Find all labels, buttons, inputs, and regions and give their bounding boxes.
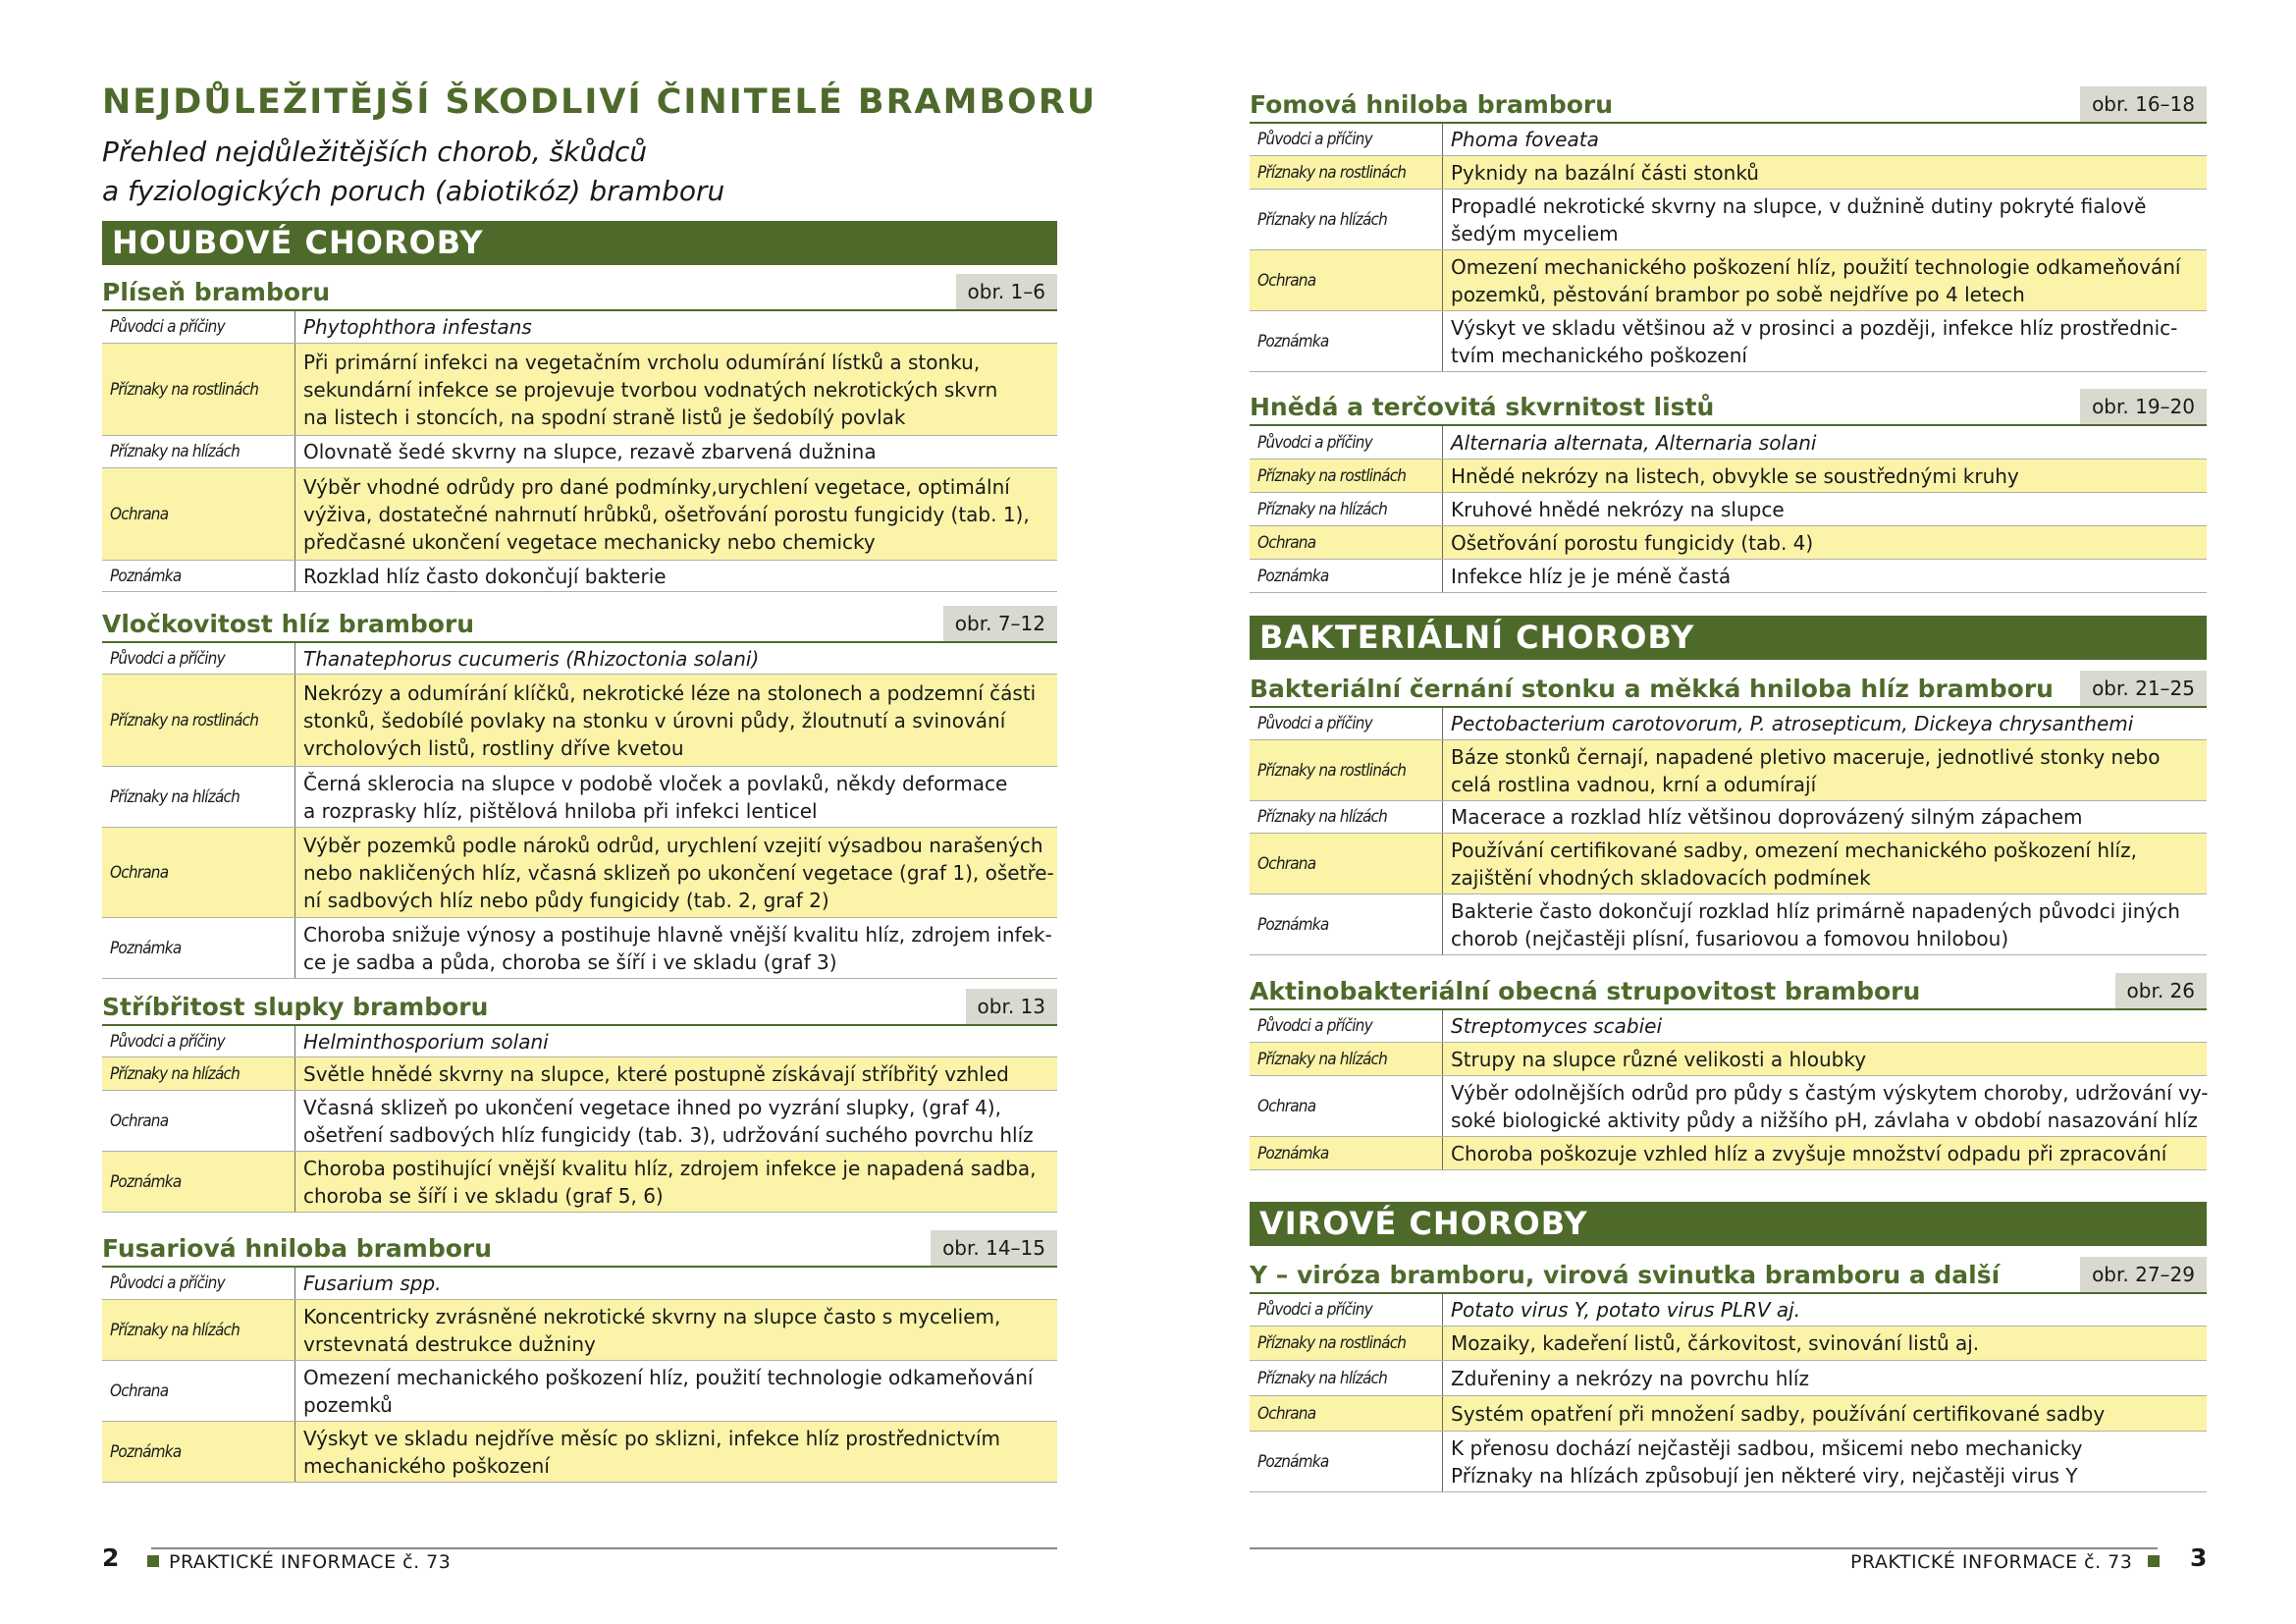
row-text: [1443, 708, 2207, 739]
text-line: Koncentricky zvrásněné nekrotické skvrny na slupce často s myceliem,: [303, 1304, 1001, 1328]
table-row: [1250, 426, 2207, 460]
page-number: 2: [102, 1543, 120, 1572]
table-row: [1250, 1432, 2207, 1492]
row-label: Ochrana: [102, 1361, 295, 1421]
category-viral: VIROVÉ CHOROBY: [1250, 1202, 2207, 1246]
row-label: Příznaky na hlízách: [102, 436, 295, 467]
section-header: [1250, 969, 2207, 1010]
row-text: [1443, 1396, 2207, 1431]
row-label: Příznaky na rostlinách: [1250, 460, 1443, 492]
row-text: [295, 1422, 1057, 1482]
row-text: [295, 561, 1057, 591]
table-row: [1250, 1076, 2207, 1137]
table-row: [1250, 1043, 2207, 1076]
row-text: [1443, 1043, 2207, 1075]
text-line: Infekce hlíz je je méně častá: [1451, 564, 1732, 588]
figure-reference-badge: obr. 7–12: [943, 606, 1057, 641]
row-text: [295, 918, 1058, 978]
section-card: [1250, 1253, 2207, 1492]
text-line: Příznaky na hlízách způsobují jen některé viry, nejčastěji virus Y: [1451, 1463, 2078, 1488]
text-line: Mozaiky, kadeření listů, čárkovitost, svinování listů aj.: [1451, 1331, 1980, 1355]
table-row: [102, 1057, 1057, 1091]
table-row: [1250, 834, 2207, 894]
table-row: [1250, 1396, 2207, 1432]
text-line: Výběr odolnějších odrůd pro půdy s častým výskytem choroby, udržování vy-: [1451, 1080, 2209, 1105]
text-line: pozemků: [303, 1392, 393, 1417]
row-label: Poznámka: [1250, 1432, 1443, 1491]
table-row: [102, 1422, 1057, 1483]
section-title: Vločkovitost hlíz bramboru: [102, 610, 475, 638]
row-label: Příznaky na rostlinách: [102, 344, 295, 435]
row-label: Původci a příčiny: [102, 643, 295, 674]
row-text: [295, 1152, 1057, 1212]
table-row: [1250, 1361, 2207, 1396]
text-line: Omezení mechanického poškození hlíz, použití technologie odkameňování: [303, 1365, 1034, 1389]
row-text: [1443, 426, 2207, 459]
text-line: Fusarium spp.: [303, 1272, 442, 1295]
info-table: [102, 1268, 1057, 1483]
table-row: [1250, 156, 2207, 189]
footer-text: PRAKTICKÉ INFORMACE č. 73: [169, 1551, 452, 1573]
footer-rule: [151, 1547, 1057, 1549]
row-label: Původci a příčiny: [1250, 1010, 1443, 1042]
table-row: [102, 561, 1057, 592]
section-header: [1250, 667, 2207, 708]
footer-square-icon: [147, 1555, 159, 1567]
row-text: [295, 767, 1057, 827]
row-label: Poznámka: [1250, 560, 1443, 592]
row-label: Ochrana: [1250, 526, 1443, 559]
row-label: Původci a příčiny: [1250, 1294, 1443, 1326]
row-text: [295, 344, 1057, 435]
table-row: [102, 918, 1057, 979]
row-text: [295, 643, 1057, 674]
row-text: [295, 436, 1057, 467]
row-label: Ochrana: [1250, 834, 1443, 893]
section-title: Aktinobakteriální obecná strupovitost bramboru: [1250, 977, 1921, 1005]
section-card: [102, 270, 1057, 592]
text-line: K přenosu dochází nejčastěji sadbou, mšicemi nebo mechanicky: [1451, 1435, 2083, 1460]
row-text: [1443, 1361, 2207, 1395]
table-row: [102, 643, 1057, 675]
row-label: Příznaky na hlízách: [1250, 189, 1443, 249]
table-row: [102, 828, 1057, 918]
table-row: [1250, 1137, 2207, 1170]
table-row: [1250, 124, 2207, 156]
text-line: a rozprasky hlíz, pištělová hniloba při infekci lenticel: [303, 798, 818, 823]
section-title: Y – viróza bramboru, virová svinutka bramboru a další: [1250, 1261, 2001, 1289]
text-line: Pyknidy na bazální části stonků: [1451, 160, 1759, 185]
row-text: [295, 1057, 1057, 1090]
row-text: [1443, 460, 2207, 492]
table-row: [1250, 801, 2207, 834]
text-line: celá rostlina vadnou, krní a odumírají: [1451, 772, 1817, 796]
text-line: Phoma foveata: [1451, 128, 1599, 151]
table-row: [102, 1026, 1057, 1057]
info-table: [1250, 708, 2207, 955]
row-label: Ochrana: [1250, 1396, 1443, 1431]
subtitle-line-2: a fyziologických poruch (abiotikóz) bramboru: [102, 175, 725, 207]
row-label: Příznaky na hlízách: [102, 767, 295, 827]
text-line: Alternaria alternata, Alternaria solani: [1451, 430, 1817, 455]
figure-reference-badge: obr. 27–29: [2080, 1257, 2207, 1292]
row-text: [1443, 1010, 2207, 1042]
section-card: [102, 1226, 1057, 1483]
row-text: [1443, 189, 2207, 249]
text-line: Báze stonků černají, napadené pletivo maceruje, jednotlivé stonky nebo: [1451, 744, 2161, 769]
text-line: Ošetřování porostu fungicidy (tab. 4): [1451, 530, 1814, 555]
section-header: [102, 270, 1057, 311]
row-text: [1443, 1294, 2207, 1326]
section-card: [1250, 969, 2207, 1170]
table-row: [102, 1300, 1057, 1361]
row-text: [1443, 156, 2207, 189]
row-text: [1443, 1432, 2207, 1491]
text-line: Hnědé nekrózy na listech, obvykle se soustřednými kruhy: [1451, 463, 2019, 488]
text-line: Včasná sklizeň po ukončení vegetace ihned po vyzrání slupky, (graf 4),: [303, 1095, 1001, 1119]
table-row: [1250, 708, 2207, 740]
text-line: výživa, dostatečné nahrnutí hrůbků, ošetřování porostu fungicidy (tab. 1),: [303, 502, 1030, 526]
row-label: Příznaky na hlízách: [1250, 801, 1443, 833]
row-text: [295, 1361, 1057, 1421]
text-line: předčasné ukončení vegetace mechanicky nebo chemicky: [303, 529, 876, 554]
row-label: Příznaky na rostlinách: [1250, 156, 1443, 189]
info-table: [102, 1026, 1057, 1213]
row-text: [1443, 311, 2207, 371]
text-line: tvím mechanického poškození: [1451, 343, 1747, 367]
text-line: nebo nakličených hlíz, včasná sklizeň po ukončení vegetace (graf 1), ošetře-: [303, 860, 1054, 885]
row-label: Příznaky na rostlinách: [1250, 740, 1443, 800]
row-text: [295, 1091, 1057, 1151]
row-text: [1443, 801, 2207, 833]
section-title: Hnědá a terčovitá skvrnitost listů: [1250, 393, 1715, 421]
text-line: Výběr vhodné odrůdy pro dané podmínky,urychlení vegetace, optimální: [303, 474, 1010, 499]
row-label: Příznaky na rostlinách: [102, 675, 295, 766]
row-text: [1443, 124, 2207, 155]
section-card: [102, 602, 1057, 979]
row-label: Ochrana: [102, 1091, 295, 1151]
text-line: chorob (nejčastěji plísní, fusariovou a fomovou hnilobou): [1451, 926, 2009, 950]
text-line: ce je sadba a půda, choroba se šíří i ve skladu (graf 3): [303, 949, 837, 974]
row-label: Ochrana: [1250, 1076, 1443, 1136]
text-line: vrcholových listů, rostliny dříve kvetou: [303, 735, 684, 760]
section-card: [1250, 82, 2207, 372]
info-table: [1250, 426, 2207, 593]
table-row: [1250, 311, 2207, 372]
row-label: Poznámka: [102, 918, 295, 978]
text-line: soké biologické aktivity půdy a nižšího pH, závlaha v období nasazování hlíz: [1451, 1108, 2198, 1132]
row-label: Původci a příčiny: [102, 1268, 295, 1299]
text-line: Používání certifikované sadby, omezení mechanického poškození hlíz,: [1451, 838, 2137, 862]
category-fungal: HOUBOVÉ CHOROBY: [102, 221, 1057, 265]
figure-reference-badge: obr. 19–20: [2080, 389, 2207, 424]
category-bacterial: BAKTERIÁLNÍ CHOROBY: [1250, 616, 2207, 660]
row-label: Poznámka: [1250, 894, 1443, 954]
row-text: [295, 468, 1057, 560]
table-row: [1250, 560, 2207, 593]
text-line: pozemků, pěstování brambor po sobě nejdříve po 4 letech: [1451, 282, 2025, 306]
row-label: Původci a příčiny: [1250, 708, 1443, 739]
figure-reference-badge: obr. 14–15: [931, 1230, 1057, 1266]
section-card: [1250, 385, 2207, 593]
row-text: [1443, 894, 2207, 954]
text-line: ošetření sadbových hlíz fungicidy (tab. 3), udržování suchého povrchu hlíz: [303, 1122, 1034, 1147]
text-line: Thanatephorus cucumeris (Rhizoctonia solani): [303, 646, 760, 671]
text-line: Výběr pozemků podle nároků odrůd, urychlení vzejití výsadbou narašených: [303, 833, 1043, 857]
table-row: [1250, 894, 2207, 955]
row-label: Poznámka: [102, 1422, 295, 1482]
table-row: [102, 1268, 1057, 1300]
text-line: Streptomyces scabiei: [1451, 1014, 1663, 1038]
row-text: [295, 675, 1057, 766]
text-line: Choroba postihující vnější kvalitu hlíz, zdrojem infekce je napadená sadba,: [303, 1156, 1037, 1180]
text-line: vrstevnatá destrukce dužniny: [303, 1331, 596, 1356]
text-line: Při primární infekci na vegetačním vrcholu odumírání lístků a stonku,: [303, 350, 981, 374]
section-title: Stříbřitost slupky bramboru: [102, 993, 489, 1021]
table-row: [102, 468, 1057, 561]
table-row: [102, 675, 1057, 767]
row-label: Ochrana: [1250, 250, 1443, 310]
row-label: Ochrana: [102, 828, 295, 917]
text-line: Výskyt ve skladu většinou až v prosinci a později, infekce hlíz prostřednic-: [1451, 315, 2178, 340]
section-card: [1250, 667, 2207, 955]
text-line: zajištění vhodných skladovacích podmínek: [1451, 865, 1871, 890]
text-line: Choroba poškozuje vzhled hlíz a zvyšuje množství odpadu při zpracování: [1451, 1141, 2167, 1165]
row-label: Původci a příčiny: [102, 311, 295, 343]
row-text: [1443, 526, 2207, 559]
section-header: [102, 985, 1057, 1026]
text-line: Nekrózy a odumírání klíčků, nekrotické léze na stolonech a podzemní části: [303, 680, 1037, 705]
text-line: Macerace a rozklad hlíz většinou doprovázený silným zápachem: [1451, 805, 2083, 829]
text-line: Phytophthora infestans: [303, 315, 532, 339]
row-label: Příznaky na hlízách: [102, 1300, 295, 1360]
row-text: [1443, 560, 2207, 592]
section-card: [102, 985, 1057, 1213]
row-label: Příznaky na hlízách: [1250, 1043, 1443, 1075]
row-text: [1443, 740, 2207, 800]
row-text: [1443, 834, 2207, 893]
text-line: Choroba snižuje výnosy a postihuje hlavně vnější kvalitu hlíz, zdrojem infek-: [303, 922, 1052, 947]
text-line: Systém opatření při množení sadby, používání certifikované sadby: [1451, 1401, 2106, 1426]
row-label: Příznaky na rostlinách: [1250, 1326, 1443, 1360]
text-line: Propadlé nekrotické skvrny na slupce, v dužnině dutiny pokryté fialově: [1451, 193, 2147, 218]
row-label: Původci a příčiny: [1250, 124, 1443, 155]
row-label: Ochrana: [102, 468, 295, 560]
row-text: [295, 1300, 1057, 1360]
row-text: [295, 311, 1057, 343]
text-line: ní sadbových hlíz nebo půdy fungicidy (tab. 2, graf 2): [303, 888, 829, 912]
row-text: [1443, 250, 2207, 310]
text-line: Rozklad hlíz často dokončují bakterie: [303, 564, 667, 588]
text-line: na listech i stoncích, na spodní straně listů je šedobílý povlak: [303, 405, 906, 429]
row-label: Poznámka: [102, 561, 295, 591]
text-line: Výskyt ve skladu nejdříve měsíc po sklizni, infekce hlíz prostřednictvím: [303, 1426, 1000, 1450]
table-row: [102, 1091, 1057, 1152]
table-row: [1250, 1010, 2207, 1043]
info-table: [1250, 1010, 2207, 1170]
page-title: NEJDŮLEŽITĚJŠÍ ŠKODLIVÍ ČINITELÉ BRAMBORU: [102, 82, 1097, 122]
footer-square-icon: [2148, 1555, 2160, 1567]
table-row: [1250, 460, 2207, 493]
section-title: Fusariová hniloba bramboru: [102, 1234, 493, 1263]
figure-reference-badge: obr. 16–18: [2080, 86, 2207, 122]
footer-rule: [1250, 1547, 2158, 1549]
text-line: Omezení mechanického poškození hlíz, použití technologie odkameňování: [1451, 254, 2181, 279]
row-label: Příznaky na hlízách: [1250, 1361, 1443, 1395]
text-line: Kruhové hnědé nekrózy na slupce: [1451, 497, 1785, 521]
info-table: [102, 311, 1057, 592]
text-line: stonků, šedobílé povlaky na stonku v úrovni půdy, žloutnutí a svinování: [303, 708, 1006, 732]
row-label: Poznámka: [102, 1152, 295, 1212]
row-label: Poznámka: [1250, 1137, 1443, 1169]
figure-reference-badge: obr. 13: [966, 989, 1057, 1024]
text-line: Zduřeniny a nekrózy na povrchu hlíz: [1451, 1366, 1809, 1390]
text-line: Helminthosporium solani: [303, 1029, 549, 1054]
row-text: [1443, 1326, 2207, 1360]
table-row: [1250, 1326, 2207, 1361]
text-line: Pectobacterium carotovorum, P. atrosepticum, Dickeya chrysanthemi: [1451, 712, 2134, 735]
table-row: [102, 1152, 1057, 1213]
row-label: Příznaky na hlízách: [102, 1057, 295, 1090]
figure-reference-badge: obr. 1–6: [956, 274, 1057, 309]
text-line: Černá sklerocia na slupce v podobě vloček a povlaků, někdy deformace: [303, 771, 1008, 795]
footer-text: PRAKTICKÉ INFORMACE č. 73: [1850, 1551, 2133, 1573]
section-title: Bakteriální černání stonku a měkká hniloba hlíz bramboru: [1250, 675, 2054, 703]
text-line: Světle hnědé skvrny na slupce, které postupně získávají stříbřitý vzhled: [303, 1061, 1009, 1086]
section-header: [102, 1226, 1057, 1268]
table-row: [1250, 526, 2207, 560]
table-row: [1250, 493, 2207, 526]
row-label: Původci a příčiny: [102, 1026, 295, 1056]
table-row: [1250, 740, 2207, 801]
text-line: šedým myceliem: [1451, 221, 1619, 245]
table-row: [102, 436, 1057, 468]
figure-reference-badge: obr. 21–25: [2080, 671, 2207, 706]
section-header: [102, 602, 1057, 643]
text-line: choroba se šíří i ve skladu (graf 5, 6): [303, 1183, 664, 1208]
text-line: mechanického poškození: [303, 1453, 550, 1478]
text-line: Potato virus Y, potato virus PLRV aj.: [1451, 1298, 1801, 1322]
text-line: Bakterie často dokončují rozklad hlíz primárně napadených původci jiných: [1451, 898, 2180, 923]
section-header: [1250, 385, 2207, 426]
info-table: [1250, 1294, 2207, 1492]
row-text: [1443, 493, 2207, 525]
row-label: Původci a příčiny: [1250, 426, 1443, 459]
row-text: [295, 1268, 1057, 1299]
table-row: [102, 1361, 1057, 1422]
row-label: Příznaky na hlízách: [1250, 493, 1443, 525]
table-row: [1250, 250, 2207, 311]
table-row: [102, 767, 1057, 828]
figure-reference-badge: obr. 26: [2115, 973, 2207, 1008]
row-label: Poznámka: [1250, 311, 1443, 371]
section-title: Fomová hniloba bramboru: [1250, 90, 1614, 119]
text-line: Olovnatě šedé skvrny na slupce, rezavě zbarvená dužnina: [303, 440, 877, 463]
table-row: [102, 311, 1057, 344]
table-row: [1250, 1294, 2207, 1326]
subtitle-line-1: Přehled nejdůležitějších chorob, škůdců: [102, 135, 648, 168]
text-line: Strupy na slupce různé velikosti a hloubky: [1451, 1047, 1867, 1071]
row-text: [1443, 1137, 2207, 1169]
row-text: [1443, 1076, 2215, 1136]
table-row: [102, 344, 1057, 436]
section-header: [1250, 82, 2207, 124]
row-text: [295, 828, 1060, 917]
page-number: 3: [2190, 1543, 2208, 1572]
section-header: [1250, 1253, 2207, 1294]
section-title: Plíseň bramboru: [102, 278, 331, 306]
text-line: sekundární infekce se projevuje tvorbou vodnatých nekrotických skvrn: [303, 377, 998, 402]
info-table: [1250, 124, 2207, 372]
row-text: [295, 1026, 1057, 1056]
table-row: [1250, 189, 2207, 250]
info-table: [102, 643, 1057, 979]
